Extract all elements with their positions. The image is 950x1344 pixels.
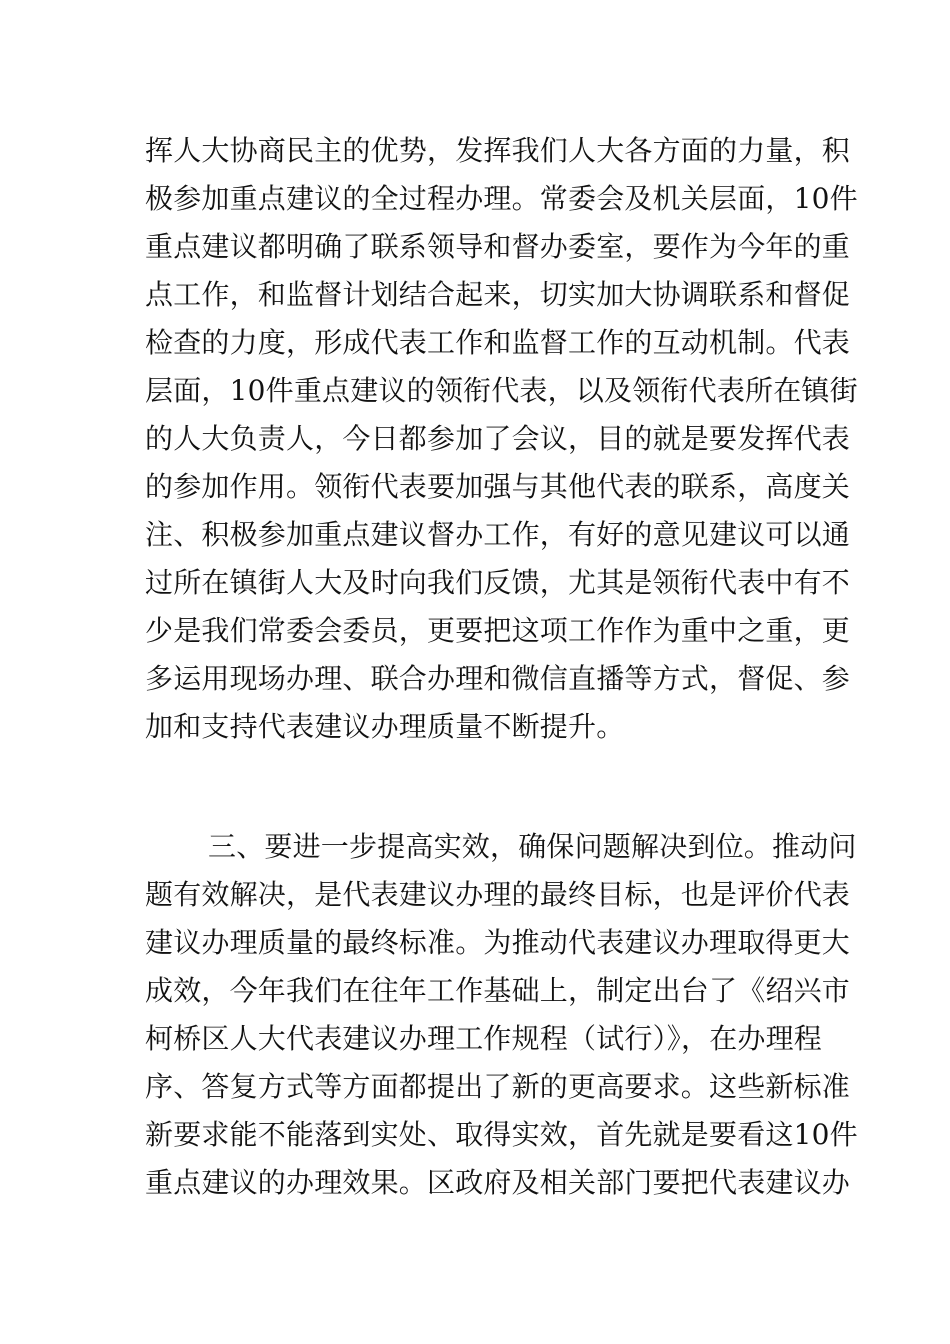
- text-line: 少是我们常委会委员，更要把这项工作作为重中之重，更: [145, 614, 851, 647]
- text-line: 柯桥区人大代表建议办理工作规程（试行）》，在办理程: [145, 1022, 823, 1055]
- text-line: 极参加重点建议的全过程办理。常委会及机关层面，10件: [145, 182, 858, 215]
- text-line: 检查的力度，形成代表工作和监督工作的互动机制。代表: [145, 326, 851, 359]
- text-line: 多运用现场办理、联合办理和微信直播等方式，督促、参: [145, 662, 851, 695]
- text-line: 重点建议都明确了联系领导和督办委室，要作为今年的重: [145, 230, 851, 263]
- text-line: 成效，今年我们在往年工作基础上，制定出台了《绍兴市: [145, 974, 851, 1007]
- text-line: 建议办理质量的最终标准。为推动代表建议办理取得更大: [145, 926, 851, 959]
- text-line: 注、积极参加重点建议督办工作，有好的意见建议可以通: [145, 518, 851, 551]
- text-line: 新要求能不能落到实处、取得实效，首先就是要看这10件: [145, 1118, 858, 1151]
- text-line: 过所在镇街人大及时向我们反馈，尤其是领衔代表中有不: [145, 566, 851, 599]
- text-line: 题有效解决，是代表建议办理的最终目标，也是评价代表: [145, 878, 851, 911]
- text-line-indented: 三、要进一步提高实效，确保问题解决到位。推动问: [208, 830, 857, 863]
- text-line: 的人大负责人，今日都参加了会议，目的就是要发挥代表: [145, 422, 851, 455]
- text-line: 的参加作用。领衔代表要加强与其他代表的联系，高度关: [145, 470, 851, 503]
- text-line: 点工作，和监督计划结合起来，切实加大协调联系和督促: [145, 278, 851, 311]
- text-line: 重点建议的办理效果。区政府及相关部门要把代表建议办: [145, 1166, 851, 1199]
- text-line: 序、答复方式等方面都提出了新的更高要求。这些新标准: [145, 1070, 851, 1103]
- text-line: 加和支持代表建议办理质量不断提升。: [145, 710, 625, 743]
- text-line: 层面，10件重点建议的领衔代表，以及领衔代表所在镇街: [145, 374, 858, 407]
- text-line: 挥人大协商民主的优势，发挥我们人大各方面的力量，积: [145, 134, 851, 167]
